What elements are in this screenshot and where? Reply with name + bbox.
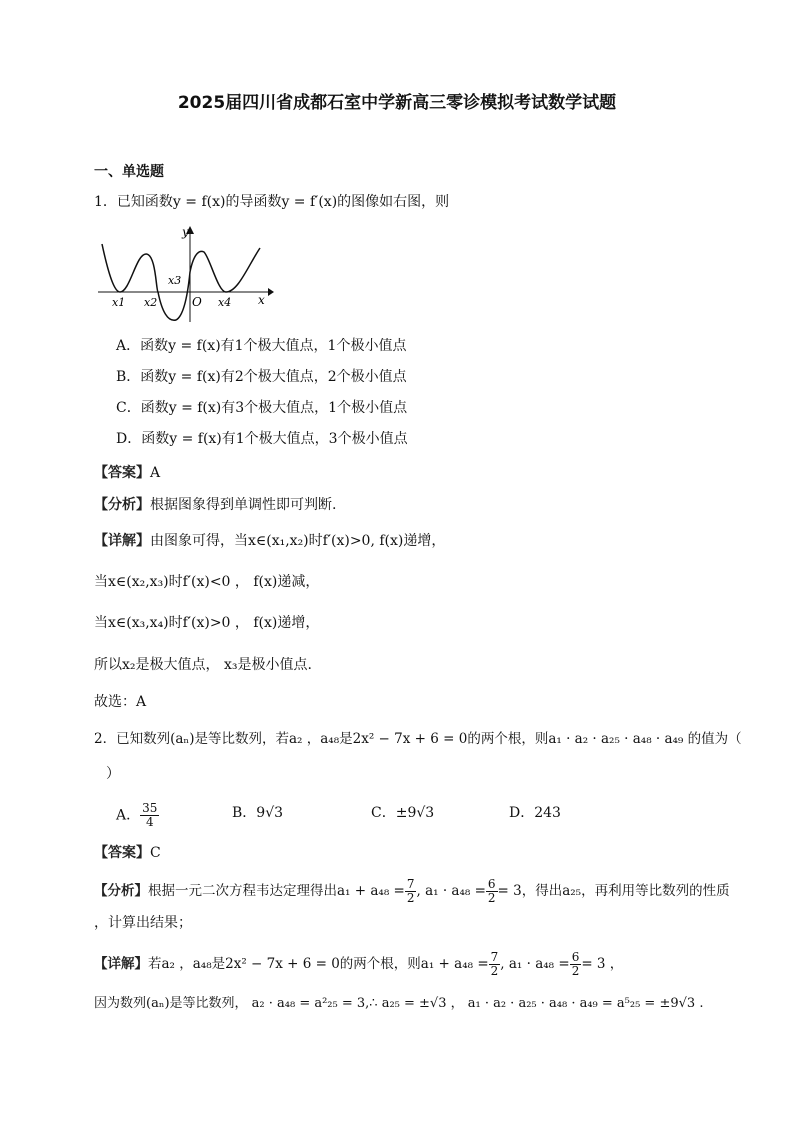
q1-detail-line-3: 当x∈(x₃,x₄)时f′(x)>0 ， f(x)递增， [94, 615, 320, 631]
answer-tag: 【答案】 [94, 465, 150, 481]
fraction-denominator: 2 [487, 891, 496, 905]
detail-text-a: 若a₂ ，a₄₈是2x² − 7x + 6 = 0的两个根，则a₁ + a₄₈ = [148, 956, 489, 972]
q2-analysis-line-1 [94, 878, 730, 905]
analysis-text: 根据图象得到单调性即可判断. [150, 497, 337, 513]
q2-stem: 2．已知数列(aₙ)是等比数列，若a₂ ，a₄₈是2x² − 7x + 6 = 0的两个根，则a₁ · a₂ · a₂₅ · a₄₈ · a₄₉ 的值为（ [94, 731, 742, 747]
q1-detail-line-1 [94, 531, 445, 551]
q1-detail-line-4: 所以x₂是极大值点， x₃是极小值点. [94, 657, 312, 673]
origin-label: O [192, 295, 202, 309]
q1-stem: 1．已知函数y = f(x)的导函数y = f′(x)的图像如右图，则 [94, 194, 450, 210]
fraction-numerator: 6 [571, 950, 580, 964]
q2-option-a-label: A． [116, 807, 141, 824]
fraction-numerator: 35 [142, 801, 158, 815]
q2-option-c: C．±9√3 [371, 805, 435, 821]
q2-stem-close: ） [106, 766, 120, 782]
x3-label: x3 [168, 274, 182, 287]
x1-label: x1 [112, 296, 126, 309]
q1-option-c: C．函数y = f(x)有3个极大值点，1个极小值点 [116, 400, 408, 416]
q1-detail-line-2: 当x∈(x₂,x₃)时f′(x)<0 ， f(x)递减， [94, 574, 320, 590]
fraction-numerator: 7 [490, 950, 499, 964]
answer-value: C [150, 845, 161, 861]
q1-option-d: D．函数y = f(x)有1个极大值点，3个极小值点 [116, 431, 408, 447]
q1-detail-line-5: 故选：A [94, 694, 147, 710]
x-axis-arrow [268, 288, 274, 296]
x-axis-label: x [258, 293, 265, 307]
detail-text: 由图象可得，当x∈(x₁,x₂)时f′(x)>0, f(x)递增， [150, 533, 446, 549]
analysis-tag: 【分析】 [94, 497, 150, 513]
q2-detail-line-2: 因为数列(aₙ)是等比数列， a₂ · a₄₈ = a²₂₅ = 3,∴ a₂₅ = ±√3 ， a₁ · a₂ · a₂₅ · a₄₈ · a₄₉ = a⁵₂₅ = ±9√3 . [94, 996, 704, 1011]
x2-label: x2 [144, 296, 158, 309]
fraction-denominator: 2 [490, 964, 499, 978]
derivative-graph [98, 222, 274, 326]
analysis-fraction-1 [405, 878, 417, 905]
fraction-denominator: 2 [571, 964, 580, 978]
detail-text-b: , a₁ · a₄₈ = [500, 956, 570, 972]
q2-option-a [116, 802, 159, 829]
answer-value: A [150, 465, 161, 481]
fraction-denominator: 4 [145, 815, 154, 829]
q2-option-b: B．9√3 [232, 805, 284, 821]
q2-option-a-fraction [140, 802, 159, 829]
detail-text-c: = 3 ， [581, 956, 624, 972]
detail-tag: 【详解】 [94, 956, 148, 972]
q1-answer [94, 463, 160, 483]
q1-option-b: B．函数y = f(x)有2个极大值点，2个极小值点 [116, 369, 407, 385]
x4-label: x4 [218, 296, 232, 309]
y-axis-label: y [182, 225, 189, 239]
q2-option-d: D．243 [509, 805, 561, 821]
q2-detail-line-1 [94, 951, 623, 978]
q2-analysis-line-2: ，计算出结果； [94, 915, 192, 931]
answer-tag: 【答案】 [94, 845, 150, 861]
detail-fraction-2 [570, 951, 582, 978]
fraction-numerator: 7 [406, 877, 415, 891]
q1-option-a: A．函数y = f(x)有1个极大值点，1个极小值点 [116, 338, 407, 354]
analysis-fraction-2 [486, 878, 498, 905]
page-title: 2025届四川省成都石室中学新高三零诊模拟考试数学试题 [177, 93, 617, 113]
fraction-numerator: 6 [487, 877, 496, 891]
analysis-text-a: 根据一元二次方程韦达定理得出a₁ + a₄₈ = [148, 883, 405, 899]
detail-fraction-1 [489, 951, 501, 978]
analysis-text-c: = 3，得出a₂₅，再利用等比数列的性质 [497, 883, 730, 899]
section-heading: 一、单选题 [94, 164, 164, 180]
fraction-denominator: 2 [406, 891, 415, 905]
analysis-tag: 【分析】 [94, 883, 148, 899]
q2-answer [94, 843, 161, 863]
detail-tag: 【详解】 [94, 533, 150, 549]
q1-analysis [94, 495, 336, 515]
analysis-text-b: , a₁ · a₄₈ = [416, 883, 486, 899]
